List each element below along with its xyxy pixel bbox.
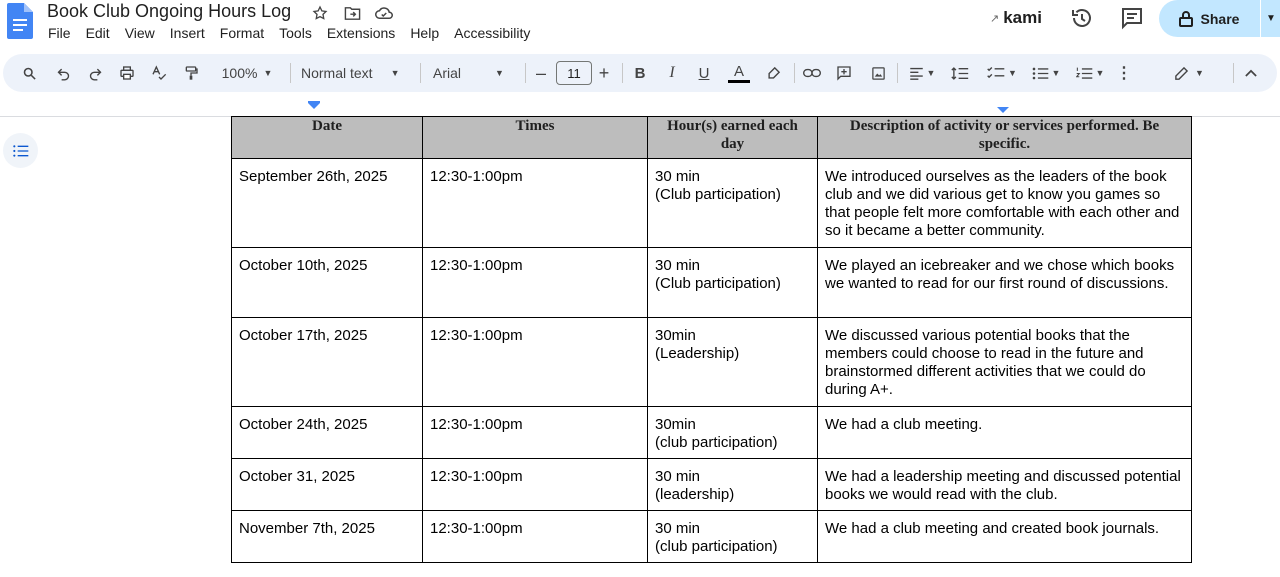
cell-description[interactable]: We introduced ourselves as the leaders of the book club and we did various get to know you games so that people felt more comfortable with each other and so it became a better community. [818,159,1192,248]
cell-description[interactable]: We had a club meeting and created book journals. [818,511,1192,563]
chevron-down-icon: ▼ [495,68,504,78]
cell-description[interactable]: We played an icebreaker and we chose which books we wanted to read for our first round of discussions. [818,248,1192,318]
cell-hours[interactable]: 30min (club participation) [648,407,818,459]
left-indent-marker[interactable] [308,103,320,109]
first-line-indent-marker[interactable] [308,101,320,103]
cell-time[interactable]: 12:30-1:00pm [423,248,648,318]
cell-date[interactable]: November 7th, 2025 [232,511,423,563]
menu-format[interactable]: Format [219,25,265,41]
print-icon[interactable] [117,54,137,92]
more-options-icon[interactable]: ⋮ [1116,65,1132,82]
font-size-input[interactable]: 11 [556,61,592,85]
cell-date[interactable]: October 31, 2025 [232,459,423,511]
toolbar-divider [1233,63,1234,83]
cell-hours[interactable]: 30 min (Club participation) [648,248,818,318]
title-icons [309,3,395,23]
header-times[interactable]: Times [423,117,648,159]
toolbar-divider [622,63,623,83]
document-outline-button[interactable] [3,133,38,168]
numbered-list-select[interactable] [1071,54,1109,92]
toolbar-divider [794,63,795,83]
chevron-down-icon: ▼ [1095,68,1105,78]
right-indent-marker[interactable] [997,107,1009,113]
header-date[interactable]: Date [232,117,423,159]
menu-extensions[interactable]: Extensions [326,25,396,41]
outline-list-icon [13,145,29,157]
table-row [232,511,1192,563]
docs-logo-icon[interactable] [7,3,33,39]
cloud-saved-icon[interactable] [373,3,395,23]
menu-accessibility[interactable]: Accessibility [454,25,531,41]
top-bar [0,0,1280,48]
zoom-select[interactable] [215,54,279,92]
menu-view[interactable]: View [124,25,155,41]
chevron-down-icon: ▼ [926,68,936,78]
align-select[interactable] [905,54,939,92]
pencil-icon [1174,66,1189,81]
editing-mode-select[interactable] [1169,54,1209,92]
cell-date[interactable]: October 10th, 2025 [232,248,423,318]
underline-button[interactable]: U [698,64,710,82]
star-icon[interactable] [309,3,331,23]
bold-button[interactable]: B [634,64,646,82]
cell-description[interactable]: We had a leadership meeting and discussed potential books we would read with the club. [818,459,1192,511]
line-spacing-icon[interactable] [949,54,971,92]
cell-hours[interactable]: 30 min (club participation) [648,511,818,563]
hide-menus-icon[interactable] [1241,54,1261,92]
formatting-toolbar [3,54,1277,92]
text-color-button[interactable] [727,54,751,92]
cell-time[interactable]: 12:30-1:00pm [423,159,648,248]
highlight-icon[interactable] [763,54,783,92]
table-row [232,459,1192,511]
cell-time[interactable]: 12:30-1:00pm [423,511,648,563]
table-header-row [232,117,1192,159]
cell-date[interactable]: October 24th, 2025 [232,407,423,459]
font-family-value: Arial [433,65,462,81]
bulleted-list-select[interactable] [1027,54,1065,92]
table-row [232,159,1192,248]
checklist-icon [987,66,1005,80]
chevron-down-icon: ▼ [1051,68,1061,78]
paragraph-style-select[interactable] [301,54,407,92]
cell-time[interactable]: 12:30-1:00pm [423,459,648,511]
cell-time[interactable]: 12:30-1:00pm [423,318,648,407]
version-history-icon[interactable] [1070,6,1094,30]
bulleted-list-icon [1032,67,1049,80]
chevron-down-icon: ▼ [1195,68,1204,78]
add-comment-icon[interactable] [833,54,855,92]
share-button[interactable] [1159,0,1259,37]
cell-hours[interactable]: 30min (Leadership) [648,318,818,407]
share-control [1159,0,1280,37]
menu-bar [48,25,545,41]
text-color-icon: A [733,62,744,80]
paint-format-icon[interactable] [181,54,201,92]
header-description[interactable]: Description of activity or services performed. Be specific. [818,117,1192,159]
cell-time[interactable]: 12:30-1:00pm [423,407,648,459]
menu-file[interactable]: File [48,25,71,41]
toolbar-divider [525,63,526,83]
menu-help[interactable]: Help [410,25,440,41]
cell-description[interactable]: We had a club meeting. [818,407,1192,459]
toolbar-divider [290,63,291,83]
table-row [232,318,1192,407]
document-canvas[interactable] [0,116,1280,577]
menu-insert[interactable]: Insert [169,25,205,41]
decrease-font-size-button[interactable]: – [535,62,546,83]
toolbar-divider [420,63,421,83]
menu-tools[interactable]: Tools [279,25,312,41]
cell-hours[interactable]: 30 min (leadership) [648,459,818,511]
move-folder-icon[interactable] [341,3,363,23]
search-menus-icon[interactable] [19,54,39,92]
cell-hours[interactable]: 30 min (Club participation) [648,159,818,248]
undo-icon[interactable] [53,54,73,92]
chevron-down-icon: ▼ [390,68,400,78]
table-row [232,248,1192,318]
kami-label: kami [1003,8,1042,27]
chevron-down-icon: ▼ [263,68,273,78]
share-dropdown-icon[interactable]: ▼ [1260,0,1280,37]
external-link-icon: ↗ [990,12,1000,25]
checklist-select[interactable] [983,54,1021,92]
align-left-icon [909,67,924,80]
cell-date[interactable]: October 17th, 2025 [232,318,423,407]
table-row [232,407,1192,459]
toolbar-divider [897,63,898,83]
italic-button[interactable]: I [669,64,675,81]
increase-font-size-button[interactable]: + [598,62,610,83]
zoom-value: 100% [221,65,258,81]
menu-edit[interactable]: Edit [85,25,110,41]
comments-icon[interactable] [1120,6,1144,30]
paragraph-style-value: Normal text [301,65,373,81]
text-color-swatch [728,80,750,83]
insert-link-icon[interactable] [801,54,823,92]
document-title[interactable]: Book Club Ongoing Hours Log [47,1,292,21]
insert-image-icon[interactable] [867,54,889,92]
kami-extension[interactable] [990,8,1042,28]
cell-description[interactable]: We discussed various potential books that the members could choose to read in the future and brainstormed different activities that we could do during A+. [818,318,1192,407]
share-label: Share [1200,10,1240,27]
redo-icon[interactable] [85,54,105,92]
numbered-list-icon [1076,67,1093,80]
font-family-select[interactable] [433,54,513,92]
chevron-down-icon: ▼ [1008,68,1017,78]
lock-icon [1179,11,1193,27]
header-hours[interactable]: Hour(s) earned each day [648,117,818,159]
hours-log-table [231,116,1192,563]
spellcheck-icon[interactable] [149,54,169,92]
cell-date[interactable]: September 26th, 2025 [232,159,423,248]
